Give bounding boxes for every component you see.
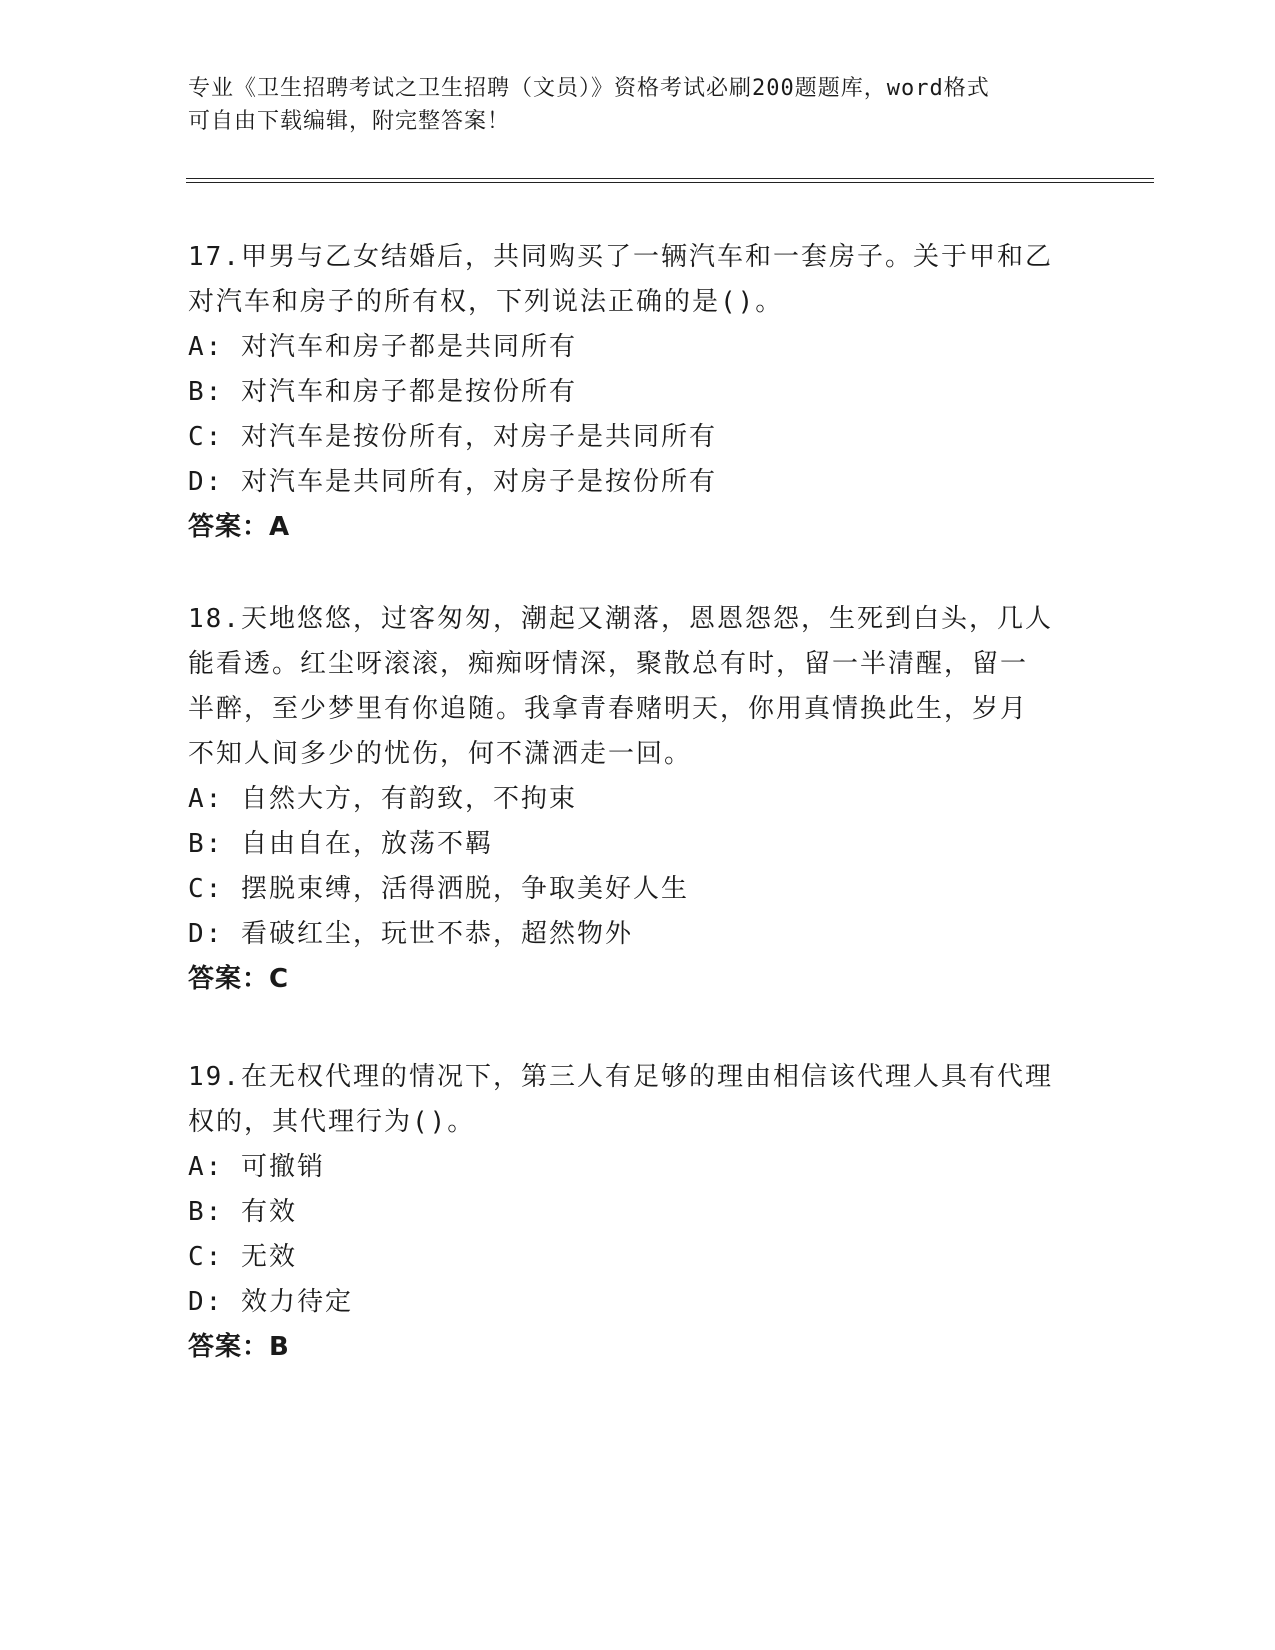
option-a: A: 自然大方，有韵致，不拘束 [188, 784, 577, 814]
option-c: C: 对汽车是按份所有，对房子是共同所有 [188, 422, 717, 452]
question-18 [188, 597, 1088, 1002]
question-17 [188, 235, 1088, 550]
option-c: C: 摆脱束缚，活得洒脱，争取美好人生 [188, 874, 689, 904]
option-b: B: 有效 [188, 1197, 297, 1227]
header-double-rule [186, 178, 1154, 183]
option-a: A: 对汽车和房子都是共同所有 [188, 332, 577, 362]
question-19 [188, 1055, 1088, 1370]
header-title-line-1: 专业《卫生招聘考试之卫生招聘（文员）》资格考试必刷200题题库，word格式 [188, 76, 990, 101]
question-text-line: 半醉，至少梦里有你追随。我拿青春赌明天，你用真情换此生，岁月 [188, 694, 1029, 724]
option-d: D: 看破红尘，玩世不恭，超然物外 [188, 919, 633, 949]
option-d: D: 对汽车是共同所有，对房子是按份所有 [188, 467, 717, 497]
question-text-line: 18.天地悠悠，过客匆匆，潮起又潮落，恩恩怨怨，生死到白头，几人 [188, 604, 1053, 634]
question-text-line: 19.在无权代理的情况下，第三人有足够的理由相信该代理人具有代理 [188, 1062, 1053, 1092]
question-text-line: 17.甲男与乙女结婚后，共同购买了一辆汽车和一套房子。关于甲和乙 [188, 242, 1053, 272]
answer-line: 答案：B [188, 1332, 290, 1362]
question-text-line: 不知人间多少的忧伤，何不潇洒走一回。 [188, 739, 693, 769]
question-text-line: 能看透。红尘呀滚滚，痴痴呀情深，聚散总有时，留一半清醒，留一 [188, 649, 1029, 679]
question-text-line: 对汽车和房子的所有权，下列说法正确的是()。 [188, 287, 784, 317]
question-text-line: 权的，其代理行为()。 [188, 1107, 476, 1137]
answer-line: 答案：C [188, 964, 290, 994]
header-title-line-2: 可自由下载编辑，附完整答案！ [188, 109, 511, 134]
answer-line: 答案：A [188, 512, 291, 542]
document-header [188, 72, 1088, 138]
option-c: C: 无效 [188, 1242, 297, 1272]
option-d: D: 效力待定 [188, 1287, 353, 1317]
option-b: B: 自由自在，放荡不羁 [188, 829, 493, 859]
option-b: B: 对汽车和房子都是按份所有 [188, 377, 577, 407]
option-a: A: 可撤销 [188, 1152, 325, 1182]
